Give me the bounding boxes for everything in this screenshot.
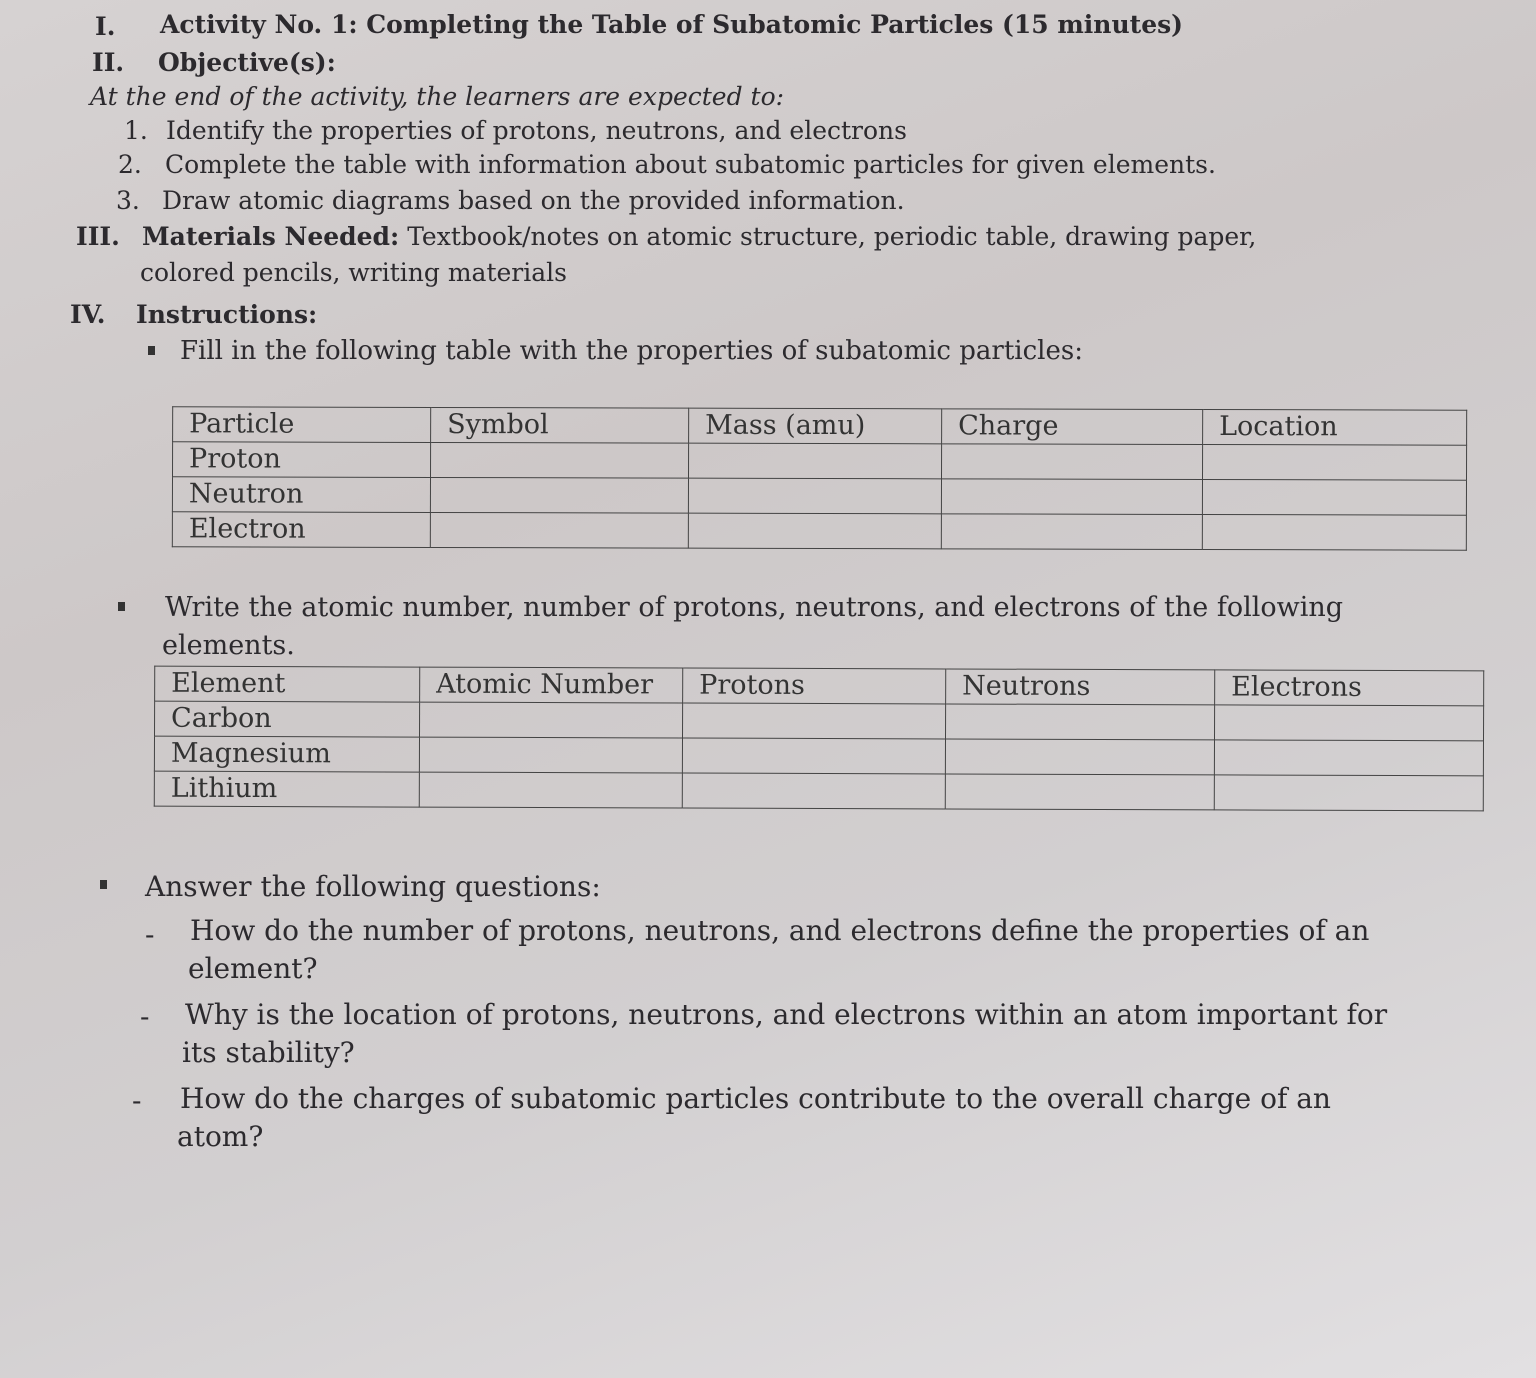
blank-cell[interactable] <box>941 444 1202 480</box>
blank-cell[interactable] <box>941 479 1202 515</box>
question-text: Why is the location of protons, neutrons, and electrons within an atom important for <box>185 998 1388 1031</box>
row-label: Proton <box>173 442 431 478</box>
header-cell: Charge <box>942 409 1203 445</box>
blank-cell[interactable] <box>1202 445 1466 481</box>
row-label: Magnesium <box>154 736 419 772</box>
blank-cell[interactable] <box>688 478 941 514</box>
objective-number: 2. <box>118 150 142 179</box>
dash-icon: - <box>132 1084 142 1117</box>
blank-cell[interactable] <box>945 774 1214 810</box>
blank-cell[interactable] <box>1214 775 1483 811</box>
objective-number: 1. <box>124 116 148 145</box>
objectives-heading: Objective(s): <box>158 48 336 77</box>
materials-label: Materials Needed: <box>142 222 400 251</box>
blank-cell[interactable] <box>945 704 1214 740</box>
header-cell: Location <box>1203 410 1467 446</box>
question-text-cont: its stability? <box>182 1036 355 1069</box>
blank-cell[interactable] <box>945 739 1214 775</box>
table-row <box>154 771 1483 811</box>
section-number: IV. <box>70 300 106 329</box>
blank-cell[interactable] <box>682 773 945 809</box>
question-text: How do the number of protons, neutrons, and electrons define the properties of an <box>190 914 1370 947</box>
blank-cell[interactable] <box>682 738 945 774</box>
table-row <box>173 442 1467 480</box>
question-text-cont: atom? <box>177 1120 264 1153</box>
instruction-text: Write the atomic number, number of protons, neutrons, and electrons of the following <box>165 592 1344 623</box>
elements-table <box>154 666 1484 812</box>
table-row <box>172 512 1466 550</box>
question-text-cont: element? <box>188 952 318 985</box>
section-number: II. <box>92 48 125 77</box>
header-cell: Atomic Number <box>420 667 683 703</box>
blank-cell[interactable] <box>419 737 682 773</box>
dash-icon: - <box>145 918 155 951</box>
header-cell: Mass (amu) <box>689 408 942 444</box>
bullet-icon <box>148 346 155 355</box>
objective-number: 3. <box>116 186 140 215</box>
row-label: Lithium <box>154 771 419 807</box>
section-number: III. <box>76 222 120 251</box>
blank-cell[interactable] <box>431 442 689 478</box>
bullet-icon <box>100 880 107 889</box>
blank-cell[interactable] <box>419 772 682 808</box>
question-text: How do the charges of subatomic particles contribute to the overall charge of an <box>180 1082 1331 1115</box>
blank-cell[interactable] <box>420 702 683 738</box>
activity-title: Activity No. 1: Completing the Table of Subatomic Particles (15 minutes) <box>160 10 1183 39</box>
header-cell: Protons <box>683 668 946 704</box>
blank-cell[interactable] <box>683 703 946 739</box>
instruction-text: Fill in the following table with the properties of subatomic particles: <box>180 336 1083 366</box>
blank-cell[interactable] <box>1214 705 1483 741</box>
materials-text-cont: colored pencils, writing materials <box>140 258 567 287</box>
objective-text: Draw atomic diagrams based on the provided information. <box>162 186 905 215</box>
objectives-intro: At the end of the activity, the learners are expected to: <box>90 82 785 111</box>
blank-cell[interactable] <box>688 513 941 549</box>
blank-cell[interactable] <box>941 514 1202 550</box>
blank-cell[interactable] <box>430 477 688 513</box>
blank-cell[interactable] <box>689 443 942 479</box>
materials-text: Textbook/notes on atomic structure, periodic table, drawing paper, <box>407 222 1257 251</box>
instruction-text-cont: elements. <box>162 630 295 661</box>
table-row <box>155 701 1484 741</box>
materials-line <box>142 222 1256 251</box>
objective-text: Identify the properties of protons, neutrons, and electrons <box>166 116 907 145</box>
table-header-row <box>155 666 1484 706</box>
header-cell: Electrons <box>1215 670 1484 706</box>
row-label: Electron <box>172 512 430 548</box>
blank-cell[interactable] <box>1214 740 1483 776</box>
table-row <box>172 477 1466 515</box>
blank-cell[interactable] <box>430 512 688 548</box>
header-cell: Element <box>155 666 420 702</box>
table-row <box>154 736 1483 776</box>
objective-text: Complete the table with information about subatomic particles for given elements. <box>165 150 1216 179</box>
bullet-icon <box>118 602 125 611</box>
row-label: Neutron <box>172 477 430 513</box>
table-header-row <box>173 407 1467 445</box>
blank-cell[interactable] <box>1202 515 1466 551</box>
dash-icon: - <box>140 1000 150 1033</box>
subatomic-particles-table <box>172 406 1467 550</box>
header-cell: Symbol <box>431 407 689 443</box>
instruction-text: Answer the following questions: <box>145 870 601 903</box>
instructions-heading: Instructions: <box>136 300 318 329</box>
section-number: I. <box>95 12 116 41</box>
header-cell: Neutrons <box>946 669 1215 705</box>
row-label: Carbon <box>155 701 420 737</box>
header-cell: Particle <box>173 407 431 443</box>
blank-cell[interactable] <box>1202 480 1466 516</box>
